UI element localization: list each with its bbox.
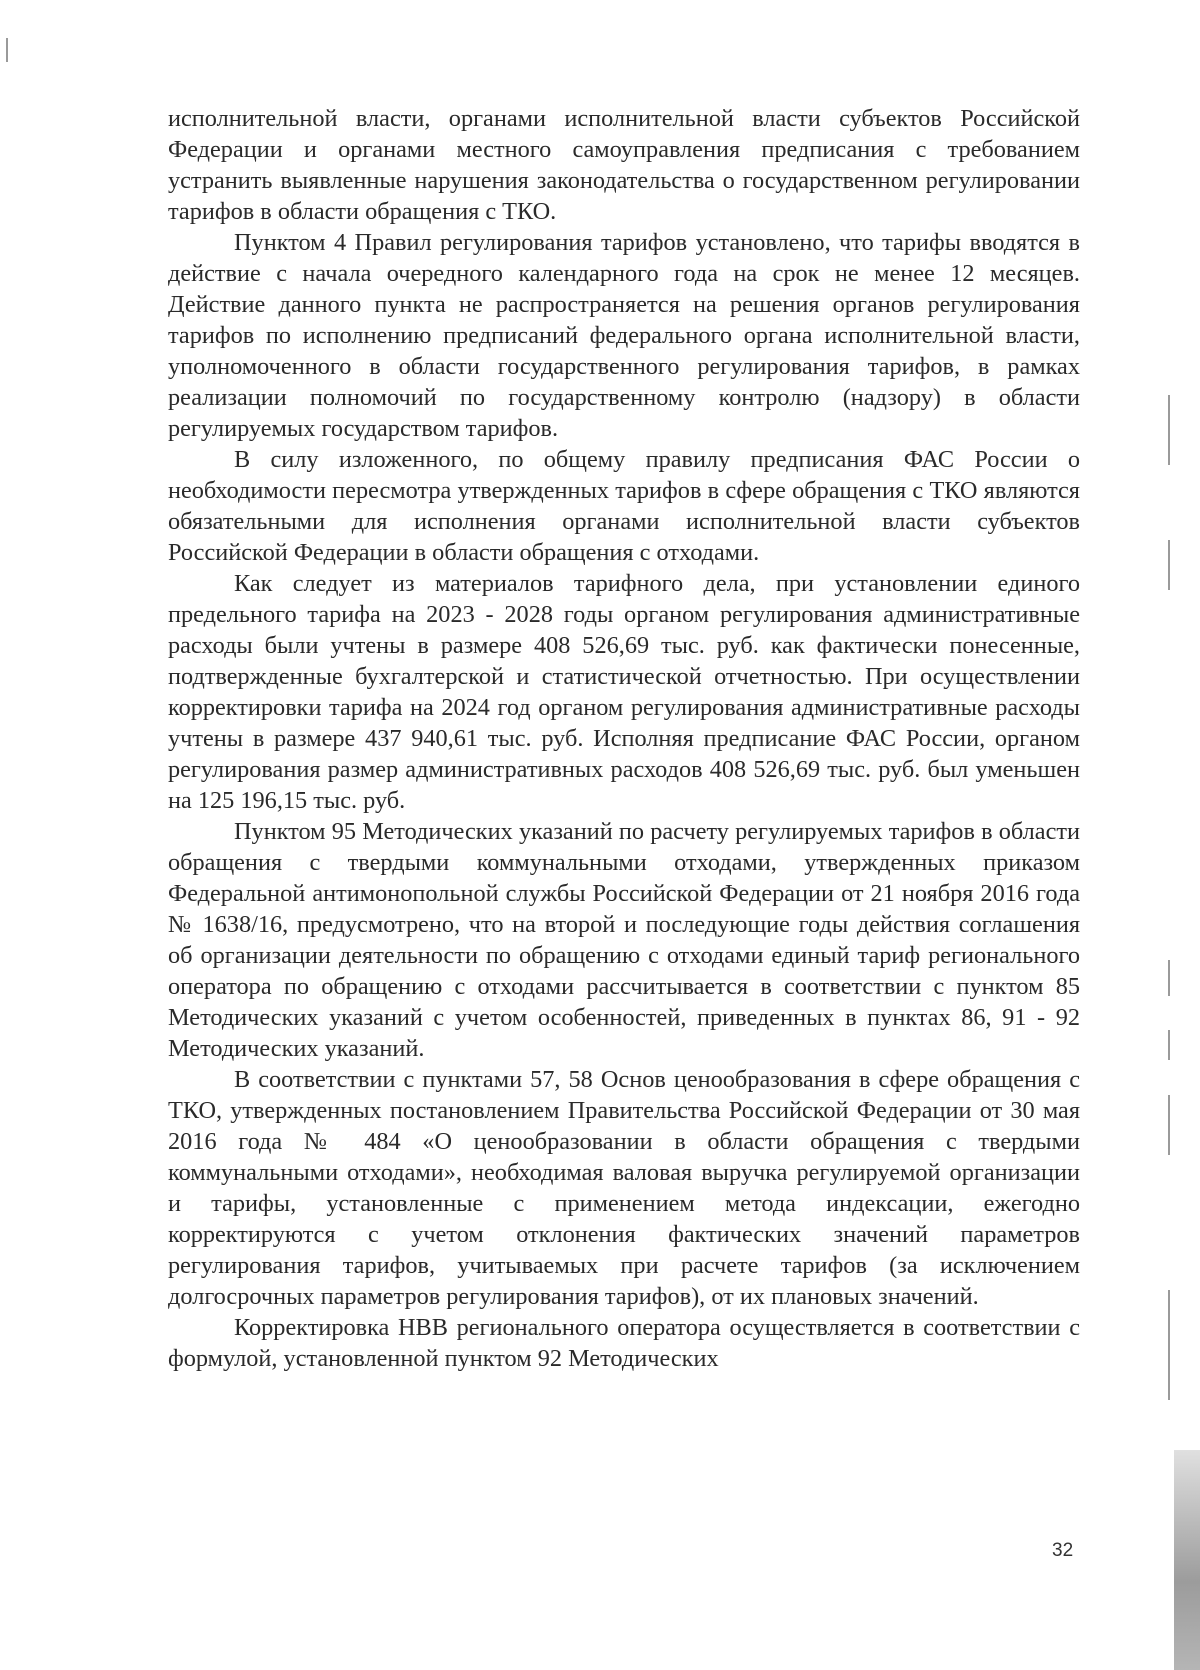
scan-mark-right-1: [1168, 395, 1170, 465]
scan-mark-right-4: [1168, 1030, 1170, 1060]
scan-mark-right-5: [1168, 1095, 1170, 1155]
paragraph-3: В силу изложенного, по общему правилу предписания ФАС России о необходимости пересмотра утвержденных тарифов в сфере обращения с ТКО являются обязательными для исполнения органами исполнительной власти субъектов Российской Федерации в области обращения с отходами.: [168, 446, 1080, 566]
document-body: [168, 103, 1080, 1374]
paragraph-4: Как следует из материалов тарифного дела, при установлении единого предельного тарифа на 2023 - 2028 годы органом регулирования административные расходы были учтены в размере 408 526,69 тыс. руб. как фактически понесенные, подтвержденные бухгалтерской и статистической отчетностью. При осуществлении корректировки тарифа на 2024 год органом регулирования административные расходы учтены в размере 437 940,61 тыс. руб. Исполняя предписание ФАС России, органом регулирования размер административных расходов 408 526,69 тыс. руб. был уменьшен на 125 196,15 тыс. руб.: [168, 570, 1080, 814]
paragraph-6: В соответствии с пунктами 57, 58 Основ ценообразования в сфере обращения с ТКО, утвержденных постановлением Правительства Российской Федерации от 30 мая 2016 года № 484 «О ценообразовании в области обращения с твердыми коммунальными отходами», необходимая валовая выручка регулируемой организации и тарифы, установленные с применением метода индексации, ежегодно корректируются с учетом отклонения фактических значений параметров регулирования тарифов, учитываемых при расчете тарифов (за исключением долгосрочных параметров регулирования тарифов), от их плановых значений.: [168, 1066, 1080, 1310]
paragraph-7: Корректировка НВВ регионального оператора осуществляется в соответствии с формулой, установленной пунктом 92 Методических: [168, 1314, 1080, 1372]
scan-mark-right-2: [1168, 540, 1170, 590]
paragraph-1: исполнительной власти, органами исполнительной власти субъектов Российской Федерации и органами местного самоуправления предписания с требованием устранить выявленные нарушения законодательства о государственном регулировании тарифов в области обращения с ТКО.: [168, 105, 1080, 225]
paragraph-2: Пунктом 4 Правил регулирования тарифов установлено, что тарифы вводятся в действие с начала очередного календарного года на срок не менее 12 месяцев. Действие данного пункта не распространяется на решения органов регулирования тарифов по исполнению предписаний федерального органа исполнительной власти, уполномоченного в области государственного регулирования тарифов, в рамках реализации полномочий по государственному контролю (надзору) в области регулируемых государством тарифов.: [168, 229, 1080, 442]
paragraph-5: Пунктом 95 Методических указаний по расчету регулируемых тарифов в области обращения с твердыми коммунальными отходами, утвержденных приказом Федеральной антимонопольной службы Российской Федерации от 21 ноября 2016 года № 1638/16, предусмотрено, что на второй и последующие годы действия соглашения об организации деятельности по обращению с отходами единый тариф регионального оператора по обращению с отходами рассчитывается в соответствии с пунктом 85 Методических указаний с учетом особенностей, приведенных в пунктах 86, 91 - 92 Методических указаний.: [168, 818, 1080, 1062]
scan-mark-top-left: [6, 38, 8, 62]
scan-mark-right-3: [1168, 960, 1170, 996]
scan-mark-right-6: [1168, 1290, 1170, 1400]
scan-edge-shadow: [1174, 1450, 1200, 1670]
page-number: 32: [1052, 1540, 1074, 1561]
